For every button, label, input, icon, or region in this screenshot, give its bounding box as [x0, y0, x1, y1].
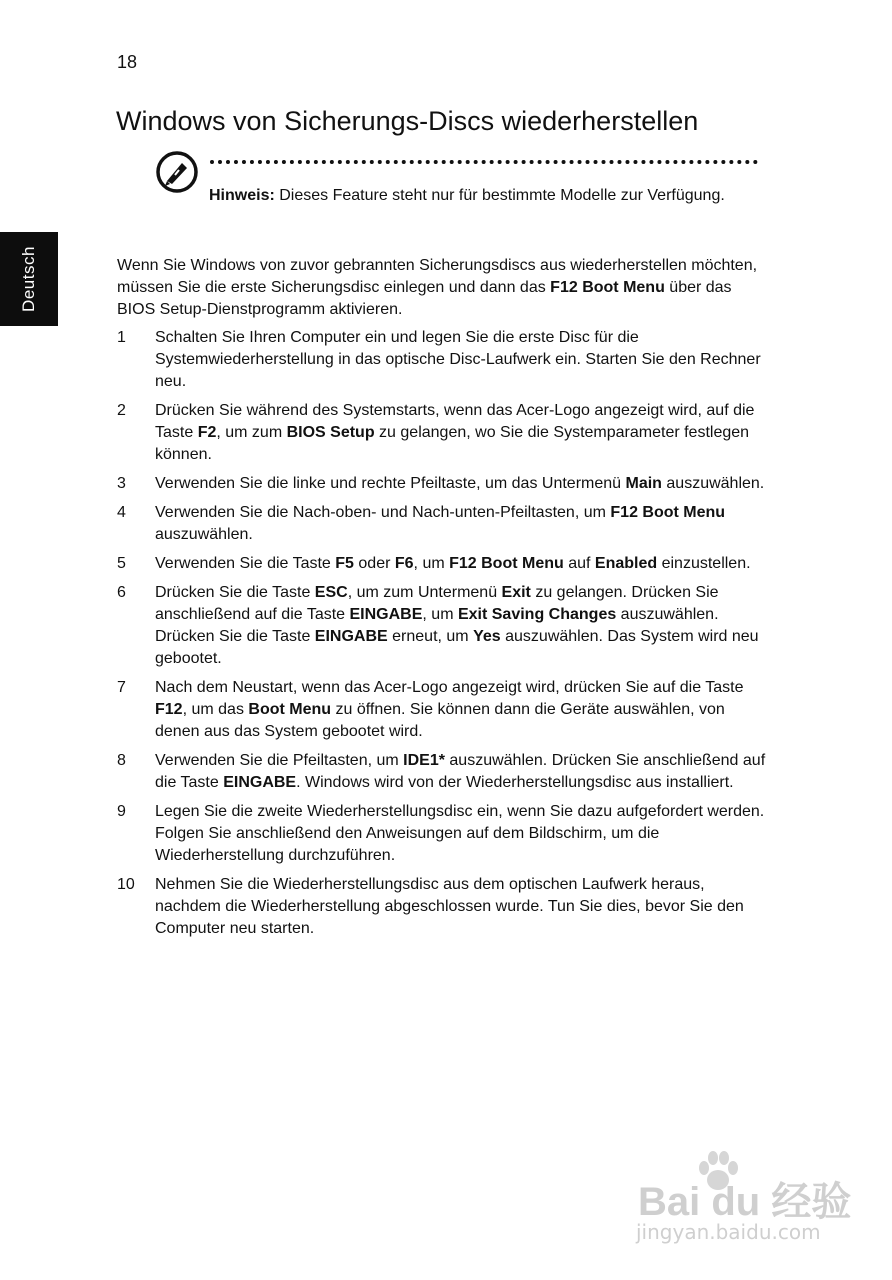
text-run: , um — [422, 606, 458, 623]
text-run: Drücken Sie die Taste — [155, 584, 315, 601]
emphasis-text: Enabled — [594, 555, 658, 572]
step-number: 3 — [117, 475, 126, 492]
text-run: Schalten Sie Ihren Computer ein und legen Sie die erste Disc für die Systemwiederherstellung in das optische Disc-Laufwerk ein. Starten Sie den Rechner neu. — [155, 329, 761, 390]
side-tab-label: Deutsch — [19, 246, 38, 312]
step-number: 6 — [117, 584, 126, 601]
emphasis-text: F5 — [335, 555, 354, 572]
text-run: auszuwählen. — [155, 526, 253, 543]
text-run: Verwenden Sie die Taste — [155, 555, 336, 572]
step-number: 4 — [117, 504, 126, 521]
note-pen-icon — [155, 150, 199, 194]
note-divider — [210, 160, 758, 164]
text-run: Drücken Sie während des Systemstarts, wenn das Acer-Logo angezeigt wird, auf die Taste — [155, 402, 755, 441]
page-number: 18 — [117, 52, 138, 72]
text-run: Verwenden Sie die linke und rechte Pfeiltaste, um das Untermenü — [155, 475, 626, 492]
step-number: 5 — [117, 555, 126, 572]
step-number: 1 — [117, 329, 126, 346]
step-item — [117, 750, 767, 794]
text-run: erneut, um — [387, 628, 474, 645]
step-text — [155, 475, 764, 492]
text-run: Verwenden Sie die Pfeiltasten, um — [155, 752, 404, 769]
step-number: 10 — [117, 876, 135, 893]
step-item — [117, 473, 767, 495]
emphasis-text: F6 — [394, 555, 414, 572]
watermark-url: jingyan.baidu.com — [636, 1220, 821, 1244]
page-title: Windows von Sicherungs-Discs wiederherstellen — [116, 106, 699, 136]
step-list — [117, 327, 767, 947]
step-number: 2 — [117, 402, 126, 419]
emphasis-text: F12 Boot Menu — [449, 555, 564, 572]
step-text — [155, 402, 754, 463]
text-run: auszuwählen. — [661, 475, 765, 492]
text-run: Nach dem Neustart, wenn das Acer-Logo angezeigt wird, drücken Sie auf die Taste — [155, 679, 744, 696]
step-text — [155, 679, 743, 740]
text-run: Legen Sie die zweite Wiederherstellungsdisc ein, wenn Sie dazu aufgefordert werden. Folgen Sie anschließend den Anweisungen auf dem Bildschirm, um die Wiederherstellung durchzuführen. — [155, 803, 765, 864]
step-item — [117, 582, 767, 670]
text-run: auszuwählen. Drücken Sie anschließend auf die Taste — [155, 752, 766, 791]
step-text — [155, 752, 765, 791]
text-run: auszuwählen. Drücken Sie die Taste — [155, 606, 719, 645]
emphasis-text: Exit — [501, 584, 531, 601]
emphasis-text: EINGABE — [349, 606, 423, 623]
step-item — [117, 553, 767, 575]
step-text — [155, 584, 759, 667]
note-body: Dieses Feature steht nur für bestimmte Modelle zur Verfügung. — [274, 187, 725, 204]
emphasis-text: F12 Boot Menu — [550, 279, 665, 296]
text-run: , um — [413, 555, 450, 572]
note-text — [209, 185, 749, 207]
watermark — [632, 1150, 852, 1250]
text-run: Nehmen Sie die Wiederherstellungsdisc aus dem optischen Laufwerk heraus, nachdem die Wiederherstellung abgeschlossen wurde. Tun Sie dies, bevor Sie den Computer neu starten. — [155, 876, 744, 937]
text-run: zu gelangen. Drücken Sie anschließend auf die Taste — [155, 584, 719, 623]
emphasis-text: EINGABE — [223, 774, 297, 791]
emphasis-text: IDE1* — [403, 752, 445, 769]
text-run: , um das — [182, 701, 249, 718]
emphasis-text: EINGABE — [314, 628, 388, 645]
step-item — [117, 327, 767, 393]
text-run: oder — [353, 555, 395, 572]
emphasis-text: Exit Saving Changes — [457, 606, 617, 623]
text-run: über das BIOS Setup-Dienstprogramm aktivieren. — [117, 279, 732, 318]
step-text — [155, 555, 751, 572]
text-run: auszuwählen. Das System wird neu gebootet. — [155, 628, 759, 667]
step-text — [155, 876, 744, 937]
emphasis-text: BIOS Setup — [286, 424, 375, 441]
text-run: zu gelangen, wo Sie die Systemparameter festlegen können. — [155, 424, 750, 463]
watermark-logo: Bai du 经验 — [638, 1180, 852, 1224]
step-item — [117, 874, 767, 940]
text-run: einzustellen. — [657, 555, 751, 572]
emphasis-text: ESC — [314, 584, 348, 601]
step-number: 9 — [117, 803, 126, 820]
emphasis-text: Boot Menu — [248, 701, 332, 718]
step-item — [117, 801, 767, 867]
emphasis-text: Yes — [473, 628, 501, 645]
step-item — [117, 502, 767, 546]
intro-paragraph — [117, 255, 767, 321]
text-run: , um zum Untermenü — [347, 584, 502, 601]
step-number: 7 — [117, 679, 126, 696]
step-item — [117, 400, 767, 466]
text-run: zu öffnen. Sie können dann die Geräte auswählen, von denen aus das System gebootet wird. — [155, 701, 725, 740]
emphasis-text: F12 Boot Menu — [610, 504, 726, 521]
step-text — [155, 803, 764, 864]
text-run: , um zum — [216, 424, 287, 441]
side-tab-language — [0, 232, 58, 326]
text-run: auf — [563, 555, 595, 572]
text-run: . Windows wird von der Wiederherstellungsdisc aus installiert. — [296, 774, 734, 791]
step-text — [155, 504, 725, 543]
step-number: 8 — [117, 752, 126, 769]
emphasis-text: F12 — [155, 701, 183, 718]
emphasis-text: Main — [625, 475, 662, 492]
step-text — [155, 329, 761, 390]
note-label: Hinweis: — [209, 187, 275, 204]
text-run: Wenn Sie Windows von zuvor gebrannten Sicherungsdiscs aus wiederherstellen möchten, müssen Sie die erste Sicherungsdisc einlegen und dann das — [117, 257, 758, 296]
step-item — [117, 677, 767, 743]
text-run: Verwenden Sie die Nach-oben- und Nach-unten-Pfeiltasten, um — [155, 504, 611, 521]
emphasis-text: F2 — [197, 424, 217, 441]
